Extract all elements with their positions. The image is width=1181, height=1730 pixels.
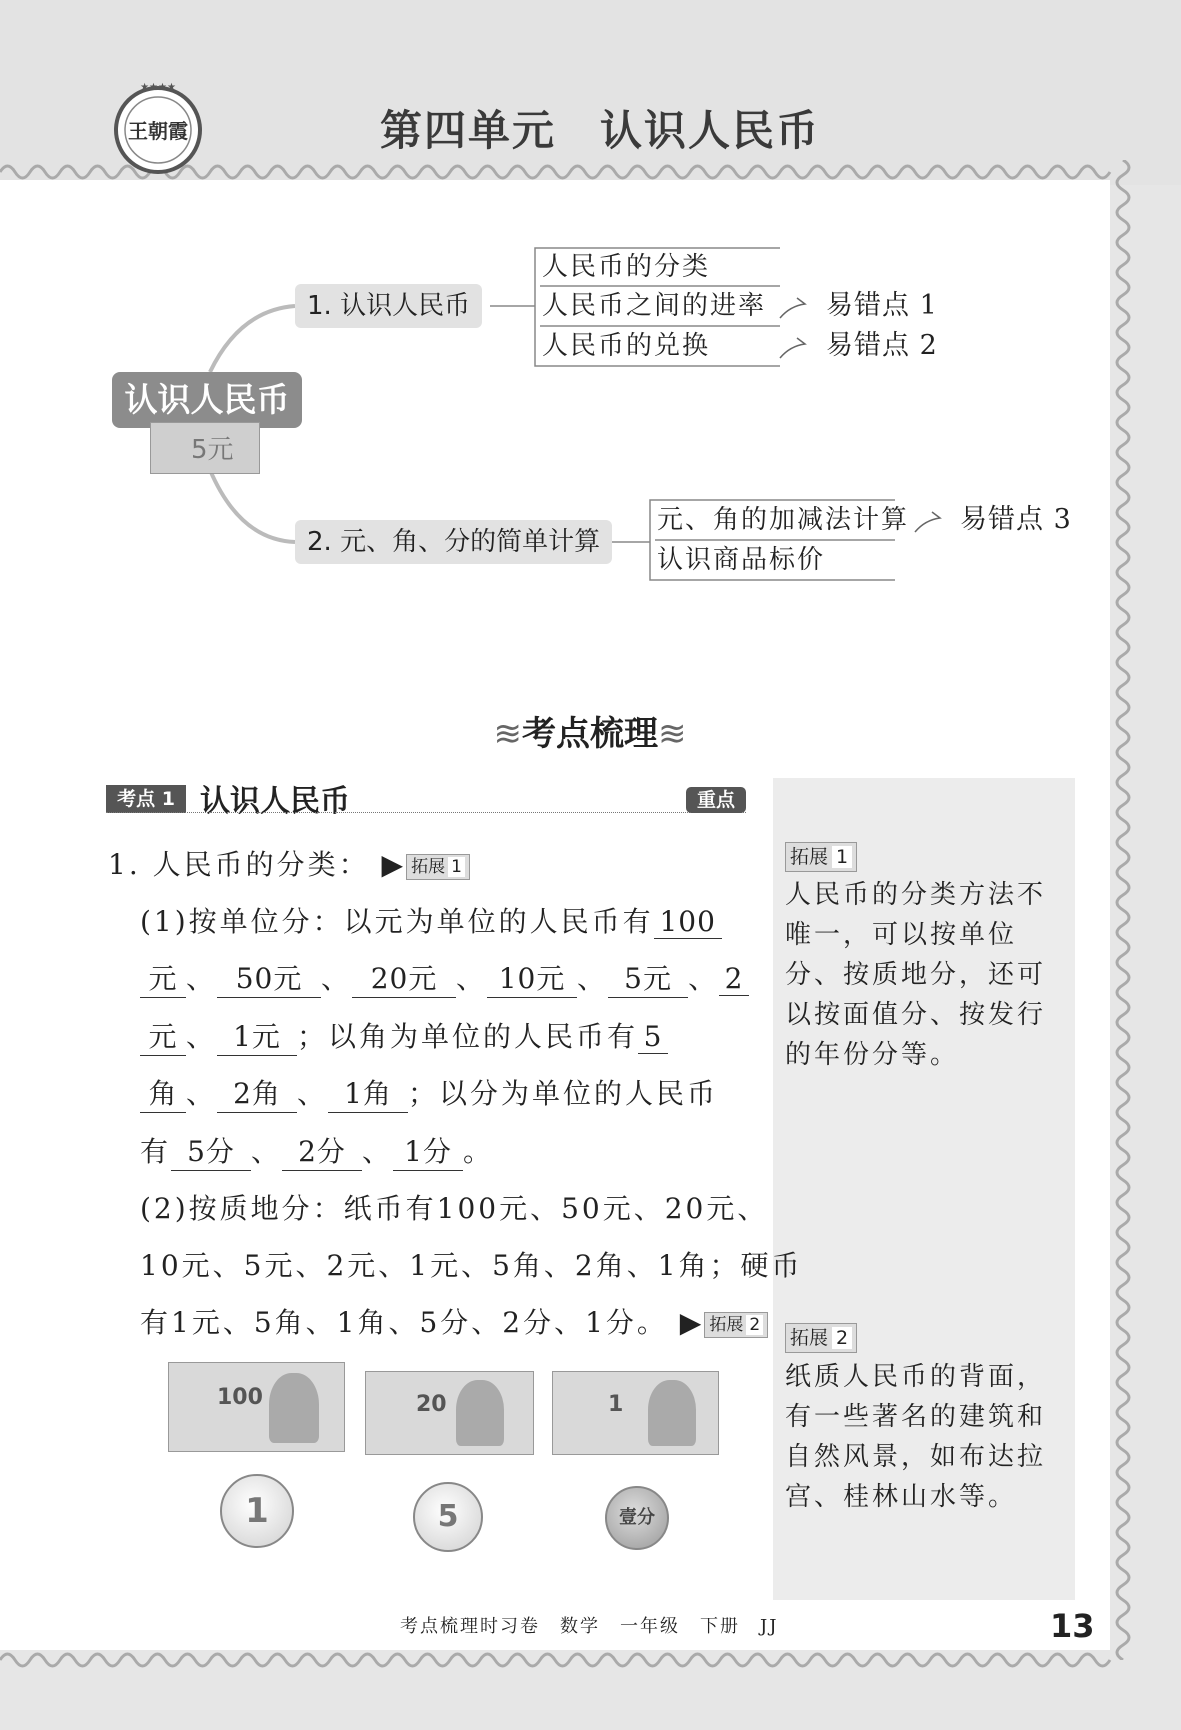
footer-wave-border xyxy=(0,1648,1181,1672)
svg-text:王朝霞: 王朝霞 xyxy=(128,119,188,143)
coin-1-yuan: 1 xyxy=(220,1474,294,1548)
extend-ref-1[interactable]: 拓展 1 xyxy=(406,854,470,880)
part-2-line-3: 有1元、5角、1角、5分、2分、1分。 ▶ 拓展 2 xyxy=(140,1301,768,1341)
error-point-1: 易错点 1 xyxy=(826,290,938,321)
svg-text:★★★★: ★★★★ xyxy=(140,82,176,93)
sidebar-extend-1-text: 人民币的分类方法不唯一，可以按单位分、按质地分，还可以按面值分、按发行的年份分等。 xyxy=(785,880,1047,1070)
error-point-2: 易错点 2 xyxy=(826,330,938,361)
mindmap-branch-2: 2. 元、角、分的简单计算 xyxy=(295,520,612,564)
part-1-line-3: 元 、 1元 ；以角为单位的人民币有 5 xyxy=(140,1015,668,1056)
sidebar-extend-2-tag: 拓展 2 xyxy=(785,1323,857,1353)
sidebar-extend-1-tag: 拓展 1 xyxy=(785,842,857,872)
part-1-line-4: 角 、 2角 、 1角 ；以分为单位的人民币 xyxy=(140,1072,718,1113)
sidebar-extend-2-text: 纸质人民币的背面，有一些著名的建筑和自然风景，如布达拉宫、桂林山水等。 xyxy=(785,1362,1047,1512)
footer-text: 考点梳理时习卷 数学 一年级 下册 JJ xyxy=(400,1616,779,1637)
section-title: ≋考点梳理≋ xyxy=(493,714,687,754)
point-title: 认识人民币 xyxy=(200,784,350,819)
banknote-20: 20 xyxy=(365,1371,534,1455)
part-1-line-1: (1)按单位分：以元为单位的人民币有 100 xyxy=(140,900,722,940)
wave-icon: ≋ xyxy=(493,714,522,754)
play-icon: ▶ xyxy=(381,848,407,881)
mindmap-branch-1: 1. 认识人民币 xyxy=(295,284,482,328)
mindmap-leaf: 元、角的加减法计算 xyxy=(657,505,910,535)
extend-ref-2[interactable]: 拓展 2 xyxy=(704,1312,768,1338)
important-badge: 重点 xyxy=(686,787,746,813)
error-point-3: 易错点 3 xyxy=(960,504,1072,535)
question-1: 1. 人民币的分类： ▶ 拓展 1 xyxy=(108,843,470,883)
mindmap-leaf: 认识商品标价 xyxy=(657,545,826,575)
banknote-1: 1 xyxy=(552,1371,719,1455)
wave-icon: ≋ xyxy=(658,714,687,754)
unit-title: 第四单元 认识人民币 xyxy=(379,106,820,155)
part-2-line-1: (2)按质地分：纸币有100元、50元、20元、 xyxy=(140,1192,769,1225)
coin-1-fen: 壹分 xyxy=(605,1486,669,1550)
banknote-thumbnail: 5元 xyxy=(150,422,260,474)
mindmap-leaf: 人民币的分类 xyxy=(542,252,711,282)
part-1-line-2: 元 、 50元 、 20元 、 10元 、 5元 、 2 xyxy=(140,957,749,998)
banknote-100: 100 xyxy=(168,1362,345,1452)
page-number: 13 xyxy=(1050,1607,1095,1645)
part-2-line-2: 10元、5元、2元、1元、5角、2角、1角；硬币 xyxy=(140,1249,803,1282)
mindmap-center-node: 认识人民币 xyxy=(112,372,302,428)
divider xyxy=(106,812,746,813)
coin-5-jiao: 5 xyxy=(413,1482,483,1552)
mindmap-leaf: 人民币之间的进率 xyxy=(542,291,767,321)
point-tag: 考点 1 xyxy=(106,785,186,813)
mindmap-leaf: 人民币的兑换 xyxy=(542,331,711,361)
play-icon: ▶ xyxy=(679,1306,705,1339)
part-1-line-5: 有 5分 、 2分 、 1分 。 xyxy=(140,1130,494,1171)
